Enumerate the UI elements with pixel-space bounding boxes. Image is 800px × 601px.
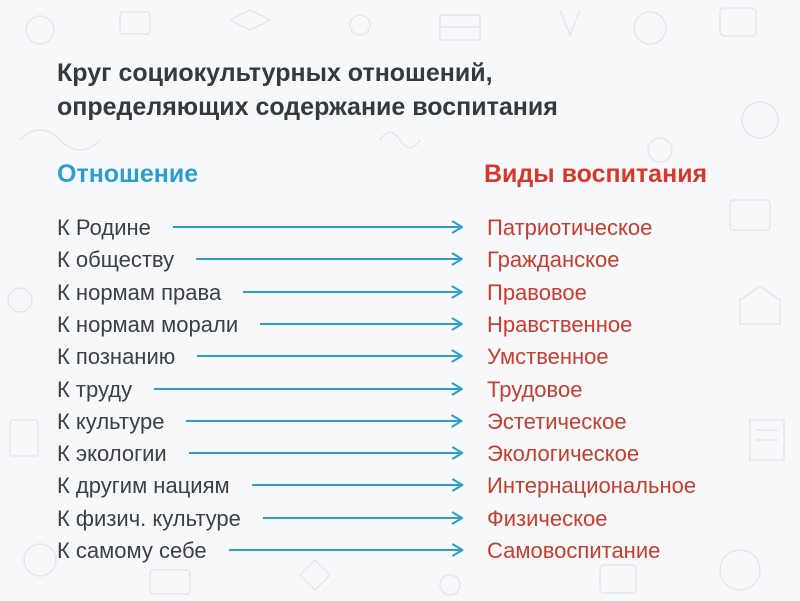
education-kind-label: Трудовое [487,376,583,402]
education-kind-column-heading: Виды воспитания [484,160,708,188]
mapping-arrow-icon [154,382,462,396]
education-kind-label: Нравственное [487,311,633,337]
mapping-arrow-icon [263,511,462,525]
title-line-1: Круг социокультурных отношений, [57,59,493,87]
slide-title [57,56,558,124]
mapping-row [0,309,800,341]
education-kind-label: Умственное [487,344,609,370]
relation-label: К другим нациям [57,473,230,499]
education-kind-label: Интернациональное [487,473,697,499]
mapping-row [0,244,800,276]
mapping-arrow-icon [197,349,462,363]
mapping-arrow-icon [186,414,462,428]
mapping-row [0,535,800,567]
mapping-row [0,341,800,373]
relation-label: К труду [57,376,133,402]
mapping-row [0,470,800,502]
mapping-row [0,503,800,535]
relation-label: К физич. культуре [57,505,241,531]
mapping-row [0,438,800,470]
mapping-row [0,374,800,406]
education-kind-label: Экологическое [487,441,640,467]
education-kind-label: Патриотическое [487,215,653,240]
mapping-arrow-icon [229,543,462,557]
education-kind-label: Физическое [487,505,608,531]
relation-label: К Родине [57,215,151,240]
mapping-arrow-icon [196,252,462,266]
education-kind-label: Правовое [487,279,587,305]
relation-label: К нормам морали [57,311,239,337]
relation-label: К самому себе [57,538,207,563]
mapping-arrow-icon [173,220,462,234]
education-kind-label: Гражданское [487,247,620,273]
education-kind-label: Эстетическое [487,408,627,434]
mapping-row [0,277,800,309]
mapping-row [0,406,800,438]
title-line-2: определяющих содержание воспитания [57,93,558,121]
relation-label: К экологии [57,441,167,467]
relation-label: К обществу [57,247,175,273]
relation-label: К культуре [57,408,165,434]
relation-column-heading: Отношение [57,160,199,188]
relation-label: К познанию [57,344,176,370]
mapping-arrow-icon [189,446,462,460]
mapping-row [0,212,800,244]
education-kind-label: Самовоспитание [487,538,661,563]
mapping-arrow-icon [260,317,462,331]
relation-label: К нормам права [57,279,222,305]
mapping-arrow-icon [243,285,462,299]
mapping-arrow-icon [252,478,462,492]
